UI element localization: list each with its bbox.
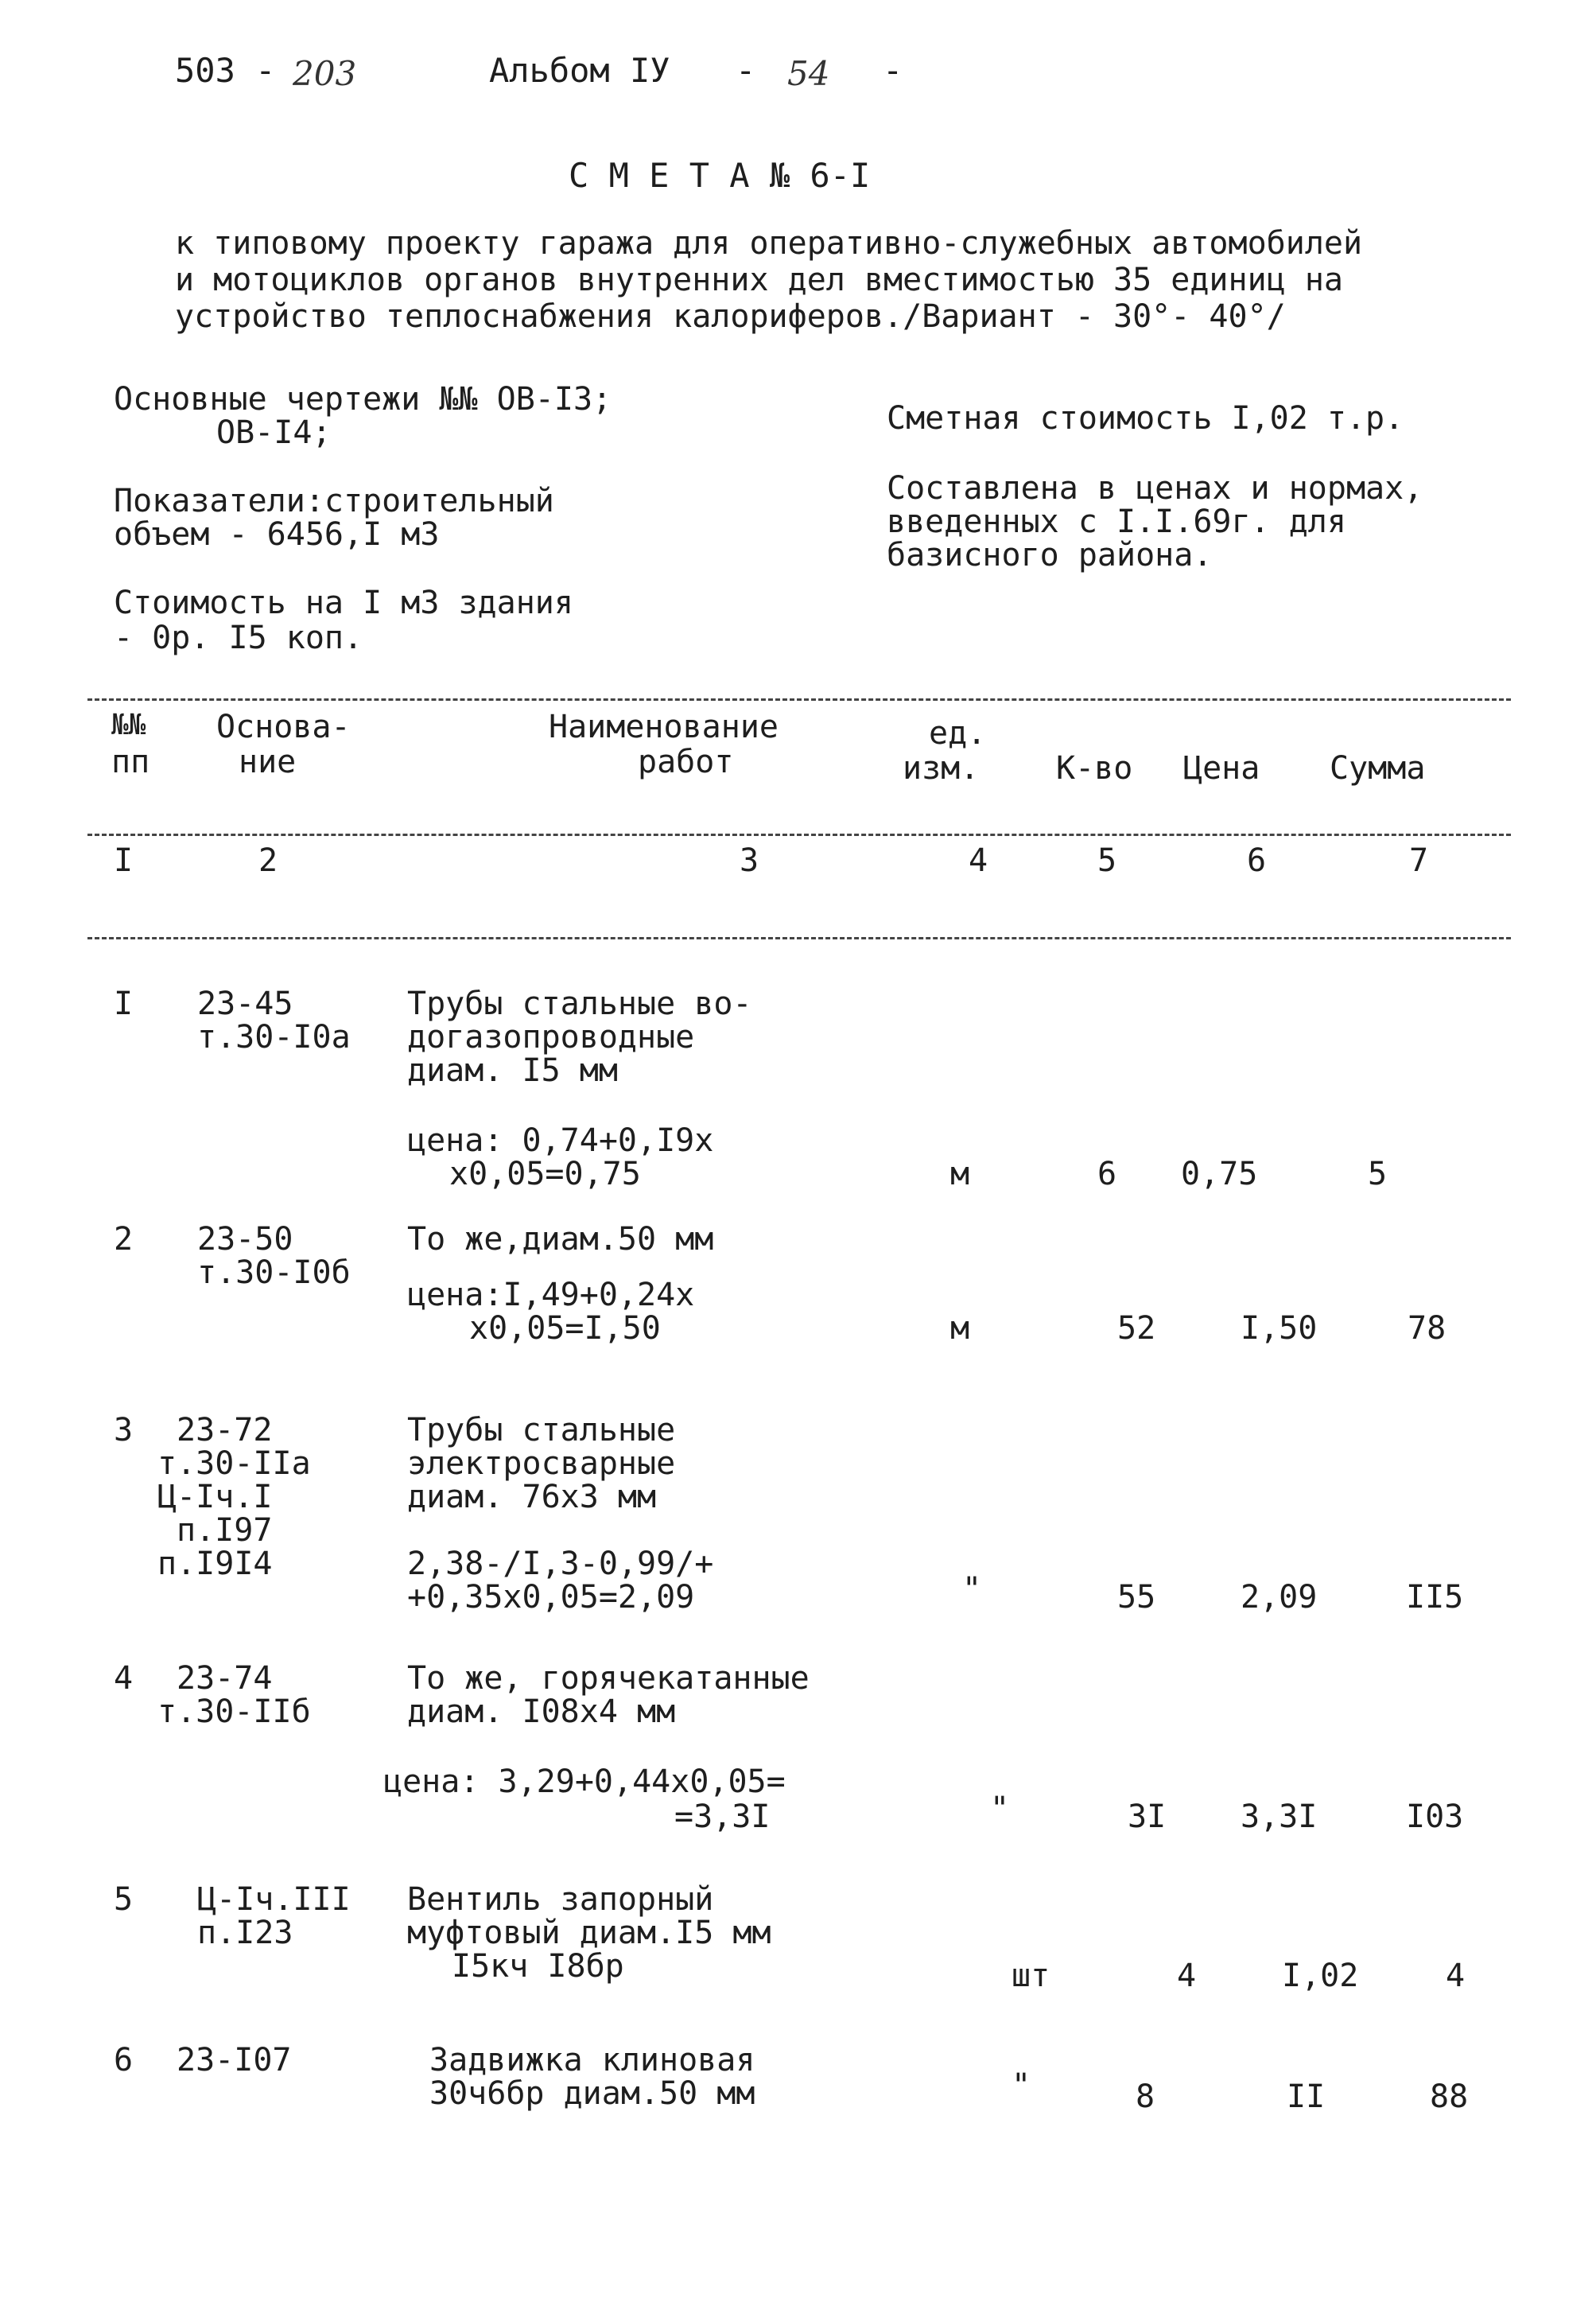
page-title: С М Е Т А № 6-I	[569, 156, 871, 195]
document-code-handwritten: 203	[293, 54, 357, 93]
row-qty: 8	[1136, 2078, 1155, 2115]
row-sum: 4	[1446, 1958, 1466, 1994]
row-number: 5	[114, 1881, 134, 1918]
cost-per-m3-line-2: - 0р. I5 коп.	[114, 620, 363, 656]
header-num-1: №№	[111, 709, 146, 741]
row-qty: 4	[1177, 1958, 1197, 1994]
row-number: 6	[114, 2042, 134, 2078]
row-sum: 88	[1430, 2078, 1469, 2115]
column-number-1: I	[114, 842, 134, 879]
row-basis-line: 23-45	[197, 986, 293, 1022]
row-calc-line: 2,38-/I,3-0,99/+	[407, 1546, 714, 1582]
row-name-line: диам. I08х4 мм	[407, 1693, 676, 1730]
drawings-line-2: ОВ-I4;	[216, 414, 332, 451]
row-number: 4	[114, 1660, 134, 1697]
row-basis-line: 23-72	[177, 1412, 273, 1448]
drawings-line-1: Основные чертежи №№ ОВ-I3;	[114, 381, 612, 418]
row-unit: "	[962, 1571, 982, 1608]
header-basis-1: Основа-	[216, 709, 351, 745]
column-number-4: 4	[969, 842, 988, 879]
row-basis-line: т.30-IIа	[157, 1445, 311, 1482]
row-basis-line: Ц-Iч.I	[157, 1479, 273, 1515]
column-number-6: 6	[1247, 842, 1267, 879]
row-name-line: Трубы стальные	[407, 1412, 676, 1448]
header-unit-2: изм.	[903, 750, 980, 787]
row-unit: шт	[1012, 1958, 1050, 1994]
header-basis-2: ние	[239, 744, 297, 780]
column-number-7: 7	[1409, 842, 1429, 879]
row-basis-line: п.I23	[197, 1915, 293, 1951]
subtitle-line-3: устройство теплоснабжения калориферов./Вариант - 30°- 40°/	[175, 298, 1286, 335]
album-label: Альбом IУ	[489, 51, 670, 90]
row-basis-line: п.I97	[177, 1512, 273, 1549]
row-price: 0,75	[1181, 1156, 1258, 1192]
row-sum: 5	[1368, 1156, 1388, 1192]
row-name-line: Трубы стальные во-	[407, 986, 752, 1022]
row-calc-line: х0,05=I,50	[469, 1310, 661, 1347]
row-qty: 6	[1097, 1156, 1117, 1192]
header-unit-1: ед.	[929, 715, 987, 752]
table-numbers-rule	[87, 937, 1511, 939]
row-price: I,02	[1282, 1958, 1359, 1994]
row-unit: "	[1012, 2067, 1031, 2104]
row-number: 3	[114, 1412, 134, 1448]
row-basis-line: 23-74	[177, 1660, 273, 1697]
prices-line-3: базисного района.	[887, 537, 1213, 574]
row-sum: 78	[1408, 1310, 1446, 1347]
row-calc-line: +0,35х0,05=2,09	[407, 1579, 695, 1616]
row-sum: II5	[1406, 1579, 1464, 1616]
row-number: I	[114, 986, 134, 1022]
indicators-line-2: объем - 6456,I м3	[114, 516, 440, 553]
row-price: I,50	[1241, 1310, 1318, 1347]
row-price: 2,09	[1241, 1579, 1318, 1616]
header-num-2: пп	[111, 744, 150, 780]
header-name-2: работ	[638, 744, 734, 780]
row-name-line: 30ч6бр диам.50 мм	[429, 2075, 755, 2112]
row-name-line: Задвижка клиновая	[429, 2042, 755, 2078]
row-unit: м	[950, 1310, 970, 1347]
prices-line-1: Составлена в ценах и нормах,	[887, 470, 1423, 507]
page-number-prefix: -	[736, 51, 756, 90]
table-header-rule	[87, 834, 1511, 836]
row-name-line: муфтовый диам.I5 мм	[407, 1915, 771, 1951]
row-basis-line: Ц-Iч.III	[197, 1881, 351, 1918]
subtitle-line-2: и мотоциклов органов внутренних дел вместимостью 35 единиц на	[175, 262, 1344, 298]
estimated-cost: Сметная стоимость I,02 т.р.	[887, 400, 1404, 437]
subtitle-line-1: к типовому проекту гаража для оперативно-служебных автомобилей	[175, 225, 1363, 262]
column-number-3: 3	[740, 842, 759, 879]
prices-line-2: введенных с I.I.69г. для	[887, 504, 1346, 540]
page-number-handwritten: 54	[787, 54, 830, 93]
row-qty: 52	[1117, 1310, 1156, 1347]
row-qty: 3I	[1128, 1798, 1167, 1835]
row-name-line: I5кч I8бр	[452, 1948, 624, 1985]
row-name-line: электросварные	[407, 1445, 676, 1482]
row-qty: 55	[1117, 1579, 1156, 1616]
row-price: 3,3I	[1241, 1798, 1318, 1835]
row-calc-line: х0,05=0,75	[449, 1156, 641, 1192]
row-name-line: То же,диам.50 мм	[407, 1221, 714, 1258]
row-unit: м	[950, 1156, 970, 1192]
document-code: 503 -	[175, 51, 276, 90]
header-price: Цена	[1183, 750, 1260, 787]
row-name-line: догазопроводные	[407, 1019, 695, 1056]
row-calc-line: цена: 0,74+0,I9х	[407, 1122, 714, 1159]
column-number-2: 2	[258, 842, 278, 879]
row-basis-line: т.30-IIб	[157, 1693, 311, 1730]
page-number-suffix: -	[883, 51, 903, 90]
row-basis-line: 23-50	[197, 1221, 293, 1258]
row-basis-line: т.30-I0а	[197, 1019, 351, 1056]
row-name-line: диам. I5 мм	[407, 1052, 618, 1089]
header-qty: К-во	[1056, 750, 1133, 787]
indicators-line-1: Показатели:строительный	[114, 483, 554, 519]
row-sum: I03	[1406, 1798, 1464, 1835]
row-unit: "	[990, 1791, 1010, 1827]
row-number: 2	[114, 1221, 134, 1258]
row-calc-line: =3,3I	[674, 1798, 771, 1835]
row-basis-line: 23-I07	[177, 2042, 292, 2078]
column-number-5: 5	[1097, 842, 1117, 879]
row-name-line: Вентиль запорный	[407, 1881, 714, 1918]
header-sum: Сумма	[1330, 750, 1426, 787]
row-name-line: То же, горячекатанные	[407, 1660, 810, 1697]
table-top-rule	[87, 698, 1511, 701]
row-basis-line: т.30-I0б	[197, 1254, 351, 1291]
row-basis-line: п.I9I4	[157, 1546, 273, 1582]
row-calc-line: цена:I,49+0,24х	[407, 1277, 695, 1313]
cost-per-m3-line-1: Стоимость на I м3 здания	[114, 585, 573, 621]
row-price: II	[1287, 2078, 1326, 2115]
row-name-line: диам. 76х3 мм	[407, 1479, 657, 1515]
header-name-1: Наименование	[549, 709, 779, 745]
row-calc-line: цена: 3,29+0,44х0,05=	[383, 1763, 786, 1800]
